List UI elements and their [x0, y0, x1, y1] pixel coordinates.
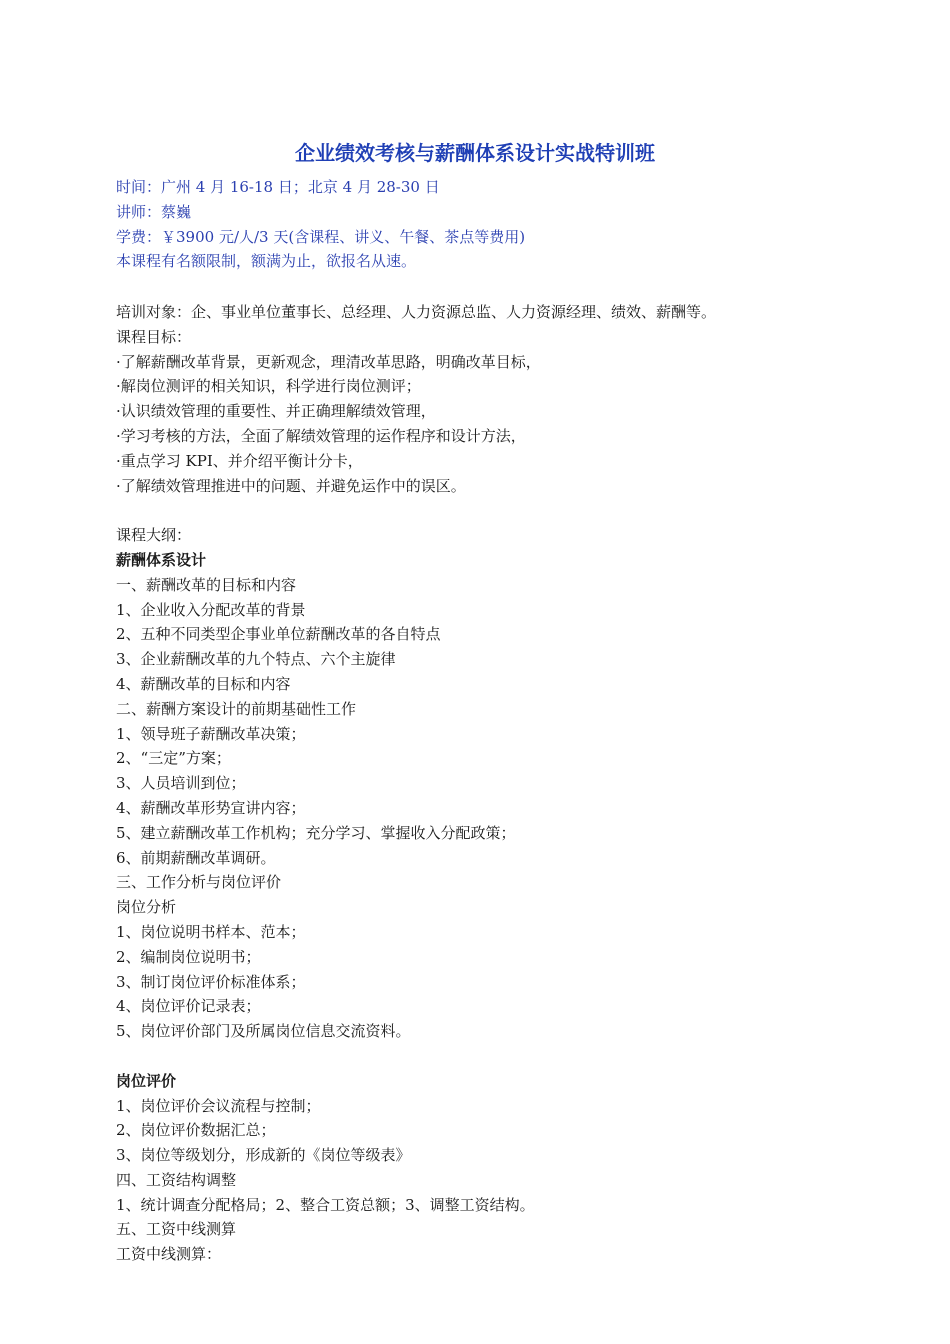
document-title: 企业绩效考核与薪酬体系设计实战特训班: [295, 141, 655, 165]
goal-item: ·解岗位测评的相关知识，科学进行岗位测评；: [116, 377, 421, 396]
outline-item: 岗位分析: [116, 898, 177, 917]
audience-line: 培训对象：企、事业单位董事长、总经理、人力资源总监、人力资源经理、绩效、薪酬等。: [116, 303, 717, 321]
outline-item: 2、五种不同类型企事业单位薪酬改革的各自特点: [116, 625, 441, 644]
info-notice: 本课程有名额限制，额满为止，欲报名从速。: [116, 252, 417, 271]
course-body: [116, 300, 906, 1267]
outline-item: 工资中线测算：: [116, 1245, 222, 1264]
section-heading-salary-system: 薪酬体系设计: [116, 550, 207, 569]
outline-item: 3、制订岗位评价标准体系；: [116, 972, 306, 991]
outline-item: 3、岗位等级划分，形成新的《岗位等级表》: [116, 1146, 411, 1165]
outline-item: 四、工资结构调整: [116, 1170, 237, 1189]
outline-item: 1、岗位说明书样本、范本；: [116, 922, 306, 941]
outline-item: 4、薪酬改革形势宣讲内容；: [116, 798, 306, 817]
info-lecturer: 讲师：蔡巍: [116, 202, 192, 221]
outline-item: 三、工作分析与岗位评价: [116, 873, 282, 892]
outline-item: 4、薪酬改革的目标和内容: [116, 674, 291, 693]
section-heading-job-evaluation: 岗位评价: [116, 1071, 177, 1090]
outline-item: 五、工资中线测算: [116, 1220, 237, 1239]
outline-item: 5、建立薪酬改革工作机构；充分学习、掌握收入分配政策；: [116, 823, 516, 842]
outline-heading: 课程大纲：: [116, 526, 192, 545]
course-info: [116, 175, 906, 274]
outline-item: 2、岗位评价数据汇总；: [116, 1121, 276, 1140]
goals-heading: 课程目标：: [116, 327, 192, 346]
outline-item: 1、领导班子薪酬改革决策；: [116, 724, 306, 743]
outline-item: 3、人员培训到位；: [116, 774, 246, 793]
outline-item: 6、前期薪酬改革调研。: [116, 848, 276, 867]
outline-item: 二、薪酬方案设计的前期基础性工作: [116, 699, 357, 718]
info-time: 时间：广州 4 月 16-18 日；北京 4 月 28-30 日: [116, 178, 440, 196]
goal-item: ·重点学习 KPI、并介绍平衡计分卡，: [116, 451, 363, 470]
goal-item: ·学习考核的方法，全面了解绩效管理的运作程序和设计方法，: [116, 426, 526, 445]
outline-item: 1、企业收入分配改革的背景: [116, 600, 306, 619]
goal-item: ·了解薪酬改革背景，更新观念，理清改革思路，明确改革目标，: [116, 352, 541, 371]
outline-item: 4、岗位评价记录表；: [116, 997, 261, 1016]
spacer: [116, 498, 906, 523]
outline-item: 一、薪酬改革的目标和内容: [116, 575, 297, 594]
outline-item: 1、统计调查分配格局；2、整合工资总额；3、调整工资结构。: [116, 1195, 535, 1214]
outline-item: 5、岗位评价部门及所属岗位信息交流资料。: [116, 1022, 411, 1041]
outline-item: 2、编制岗位说明书；: [116, 947, 261, 966]
outline-item: 1、岗位评价会议流程与控制；: [116, 1096, 321, 1115]
info-fee: 学费：￥3900 元/人/3 天(含课程、讲义、午餐、茶点等费用): [116, 227, 526, 246]
goal-item: ·认识绩效管理的重要性、并正确理解绩效管理，: [116, 402, 436, 421]
outline-item: 2、“三定”方案；: [116, 749, 231, 768]
goal-item: ·了解绩效管理推进中的问题、并避免运作中的误区。: [116, 476, 466, 495]
outline-item: 3、企业薪酬改革的九个特点、六个主旋律: [116, 650, 396, 669]
spacer: [116, 1044, 906, 1069]
